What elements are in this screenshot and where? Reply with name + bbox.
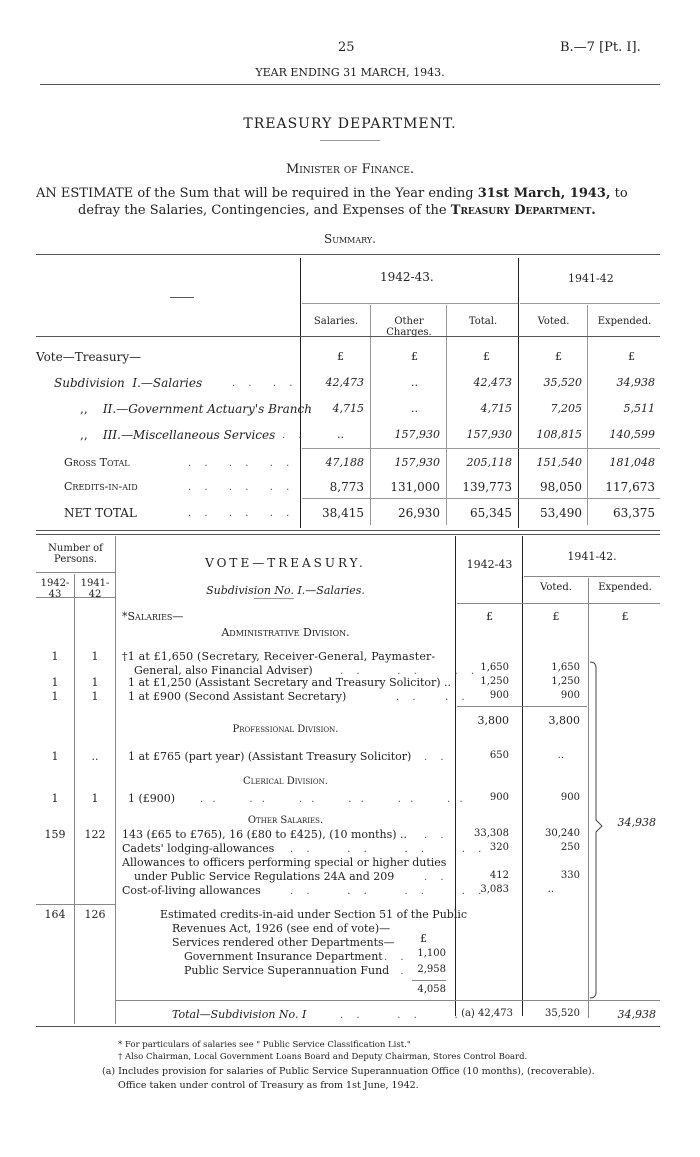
summary-year-current: 1942-43. <box>380 270 434 284</box>
summary-cell: 38,415 <box>322 506 364 520</box>
summary-col-total: Total. <box>468 316 498 327</box>
amount-cell: .. <box>557 750 564 761</box>
summary-cell: 65,345 <box>470 506 512 520</box>
subtotal-cell: 3,800 <box>477 714 509 727</box>
summary-cell: 26,930 <box>398 506 440 520</box>
amount-cell: 650 <box>489 750 509 761</box>
amount-cell: 3,083 <box>480 884 509 895</box>
credit-amount: 2,958 <box>417 964 446 975</box>
summary-row-1-label: Subdivision I.—Salaries <box>54 376 203 390</box>
amount-cell: 900 <box>489 792 509 803</box>
summary-cell: 157,930 <box>394 428 440 441</box>
vote-title: VOTE—TREASURY. <box>205 556 366 570</box>
persons-cell: 159 <box>44 828 66 841</box>
summary-cell: 117,673 <box>605 480 655 494</box>
summary-cell: 98,050 <box>540 480 582 494</box>
period-heading: YEAR ENDING 31 MARCH, 1943. <box>255 66 445 79</box>
amount-cell: 250 <box>560 842 580 853</box>
summary-credits-label: Credits-in-aid <box>64 480 138 493</box>
other-line-3b: under Public Service Regulations 24A and 209 <box>134 870 395 883</box>
summary-cell: 47,188 <box>325 456 364 469</box>
summary-cell: .. <box>411 402 418 415</box>
other-line-4: Cost-of-living allowances <box>122 884 261 897</box>
persons-cell: 1 <box>91 650 99 663</box>
amount-cell: 900 <box>560 792 580 803</box>
credits-line-1: Estimated credits-in-aid under Section 51 of the Public <box>160 908 468 921</box>
estimate-line-2: defray the Salaries, Contingencies, and Expenses of the Treasury Department. <box>78 203 596 218</box>
salaries-label: *Salaries— <box>122 610 184 623</box>
col-current-year: 1942-43 <box>466 558 513 571</box>
summary-col-expended: Expended. <box>597 316 652 327</box>
persons-cell: 1 <box>91 792 99 805</box>
other-line-1: 143 (£65 to £765), 16 (£80 to £425), (10 months) .. <box>122 828 408 841</box>
expended-bracket <box>588 660 604 1000</box>
persons-cell: 122 <box>84 828 106 841</box>
summary-year-previous: 1941-42 <box>568 272 614 285</box>
summary-cell: 151,540 <box>536 456 582 469</box>
summary-cell: 7,205 <box>550 402 582 415</box>
footnote-star: * For particulars of salaries see " Public Service Classification List." <box>118 1040 411 1050</box>
total-cell: 34,938 <box>617 1008 656 1021</box>
summary-cell: 140,599 <box>609 428 655 441</box>
summary-col-voted: Voted. <box>537 316 570 327</box>
amount-cell: 1,650 <box>551 662 580 673</box>
amount-cell: 330 <box>560 870 580 881</box>
department-title: TREASURY DEPARTMENT. <box>243 116 457 132</box>
admin-heading: Administrative Division. <box>221 626 350 639</box>
header-rule <box>40 84 660 85</box>
minister-heading: Minister of Finance. <box>285 162 415 177</box>
admin-line-3: 1 at £900 (Second Assistant Secretary) <box>128 690 347 703</box>
persons-cell: 1 <box>91 690 99 703</box>
summary-cell: 205,118 <box>466 456 512 469</box>
summary-cell: 5,511 <box>623 402 655 415</box>
summary-cell: 53,490 <box>540 506 582 520</box>
subtotal-cell: 3,800 <box>548 714 580 727</box>
amount-cell: 33,308 <box>474 828 509 839</box>
summary-cell: 4,715 <box>332 402 364 415</box>
clerical-line: 1 (£900) <box>128 792 176 805</box>
currency-symbol: £ <box>337 350 344 363</box>
persons-cell: 1 <box>51 676 59 689</box>
summary-cell: 108,815 <box>536 428 582 441</box>
summary-cell: 157,930 <box>466 428 512 441</box>
summary-row-2-label: ,, II.—Government Actuary's Branch <box>80 402 312 416</box>
estimate-line-1: AN ESTIMATE of the Sum that will be required in the Year ending 31st March, 1943, to <box>36 186 628 201</box>
amount-cell: 1,250 <box>551 676 580 687</box>
amount-cell: 1,250 <box>480 676 509 687</box>
summary-cell: 181,048 <box>609 456 655 469</box>
credits-item-1: Government Insurance Department <box>184 950 383 963</box>
col-previous-year: 1941-42. <box>567 550 617 563</box>
persons-cell: .. <box>91 750 99 763</box>
summary-gross-label: Gross Total <box>64 456 130 469</box>
summary-cell: 63,375 <box>613 506 655 520</box>
amount-cell: 1,650 <box>480 662 509 673</box>
footnote-a-line-1: (a) Includes provision for salaries of Public Service Superannuation Office (10 months), (recoverable). <box>102 1066 595 1077</box>
summary-cell: 34,938 <box>616 376 655 389</box>
clerical-heading: Clerical Division. <box>243 776 328 787</box>
admin-line-2: 1 at £1,250 (Assistant Secretary and Treasury Solicitor) .. <box>128 676 452 689</box>
persons-header: Number of Persons. <box>48 543 103 565</box>
currency-symbol: £ <box>420 932 427 945</box>
summary-cell: 139,773 <box>462 480 512 494</box>
amount-cell: 412 <box>489 870 509 881</box>
summary-cell: 131,000 <box>390 480 440 494</box>
summary-cell: 42,473 <box>325 376 364 389</box>
other-salaries-heading: Other Salaries. <box>247 815 324 826</box>
admin-line-1b: General, also Financial Adviser) <box>134 664 313 677</box>
amount-cell: 900 <box>489 690 509 701</box>
footnote-dagger: † Also Chairman, Local Government Loans Board and Deputy Chairman, Stores Control Board. <box>118 1052 528 1062</box>
summary-col-other: Other Charges. <box>386 316 432 338</box>
credit-amount: 1,100 <box>417 948 446 959</box>
other-line-2: Cadets' lodging-allowances <box>122 842 275 855</box>
summary-vote-label: Vote—Treasury— <box>36 350 142 364</box>
page-number: 25 <box>338 40 355 55</box>
credits-line-2: Revenues Act, 1926 (see end of vote)— <box>172 922 391 935</box>
document-reference: B.—7 [Pt. I]. <box>560 40 641 55</box>
currency-symbol: £ <box>411 350 418 363</box>
title-rule <box>320 140 380 141</box>
amount-cell: 30,240 <box>545 828 580 839</box>
currency-symbol: £ <box>621 610 629 623</box>
persons-year-previous: 1941-42 <box>80 578 110 600</box>
credit-total: 4,058 <box>417 984 446 995</box>
credits-line-3: Services rendered other Departments— <box>172 936 395 949</box>
summary-cell: 8,773 <box>329 480 364 494</box>
admin-line-1: †1 at £1,650 (Secretary, Receiver-General, Paymaster- <box>122 650 436 663</box>
persons-total: 164 <box>44 908 66 921</box>
summary-cell: 35,520 <box>543 376 582 389</box>
vote-subtitle: Subdivision No. I.—Salaries. <box>206 584 365 597</box>
summary-cell: 157,930 <box>394 456 440 469</box>
summary-row-3-label: ,, III.—Miscellaneous Services <box>80 428 276 442</box>
currency-symbol: £ <box>486 610 493 623</box>
professional-heading: Professional Division. <box>232 724 339 735</box>
amount-cell: .. <box>547 884 554 895</box>
amount-cell: 900 <box>560 690 580 701</box>
persons-cell: 1 <box>91 676 99 689</box>
persons-total: 126 <box>84 908 106 921</box>
currency-symbol: £ <box>483 350 490 363</box>
subdivision-total-label: Total—Subdivision No. I <box>172 1008 307 1021</box>
summary-title: Summary. <box>324 232 376 246</box>
total-cell: 35,520 <box>545 1008 580 1019</box>
col-expended: Expended. <box>598 582 652 593</box>
summary-cell: 4,715 <box>480 402 512 415</box>
persons-year-current: 1942-43 <box>40 578 70 600</box>
summary-cell: 42,473 <box>473 376 512 389</box>
professional-line: 1 at £765 (part year) (Assistant Treasury Solicitor) <box>128 750 412 763</box>
footnote-a-line-2: Office taken under control of Treasury as from 1st June, 1942. <box>118 1080 419 1091</box>
amount-cell: 320 <box>489 842 509 853</box>
currency-symbol: £ <box>552 610 560 623</box>
summary-col-salaries: Salaries. <box>313 316 359 327</box>
summary-cell: .. <box>337 428 344 441</box>
col-voted: Voted. <box>540 582 572 593</box>
persons-cell: 1 <box>51 690 59 703</box>
expended-total: 34,938 <box>617 816 656 829</box>
other-line-3: Allowances to officers performing special or higher duties <box>122 856 447 869</box>
credits-item-2: Public Service Superannuation Fund <box>184 964 390 977</box>
summary-cell: .. <box>411 376 418 389</box>
summary-net-label: NET TOTAL <box>64 506 137 520</box>
total-cell: (a) 42,473 <box>461 1008 513 1019</box>
persons-cell: 1 <box>51 650 59 663</box>
currency-symbol: £ <box>555 350 562 363</box>
currency-symbol: £ <box>628 350 635 363</box>
persons-cell: 1 <box>51 792 59 805</box>
persons-cell: 1 <box>51 750 59 763</box>
